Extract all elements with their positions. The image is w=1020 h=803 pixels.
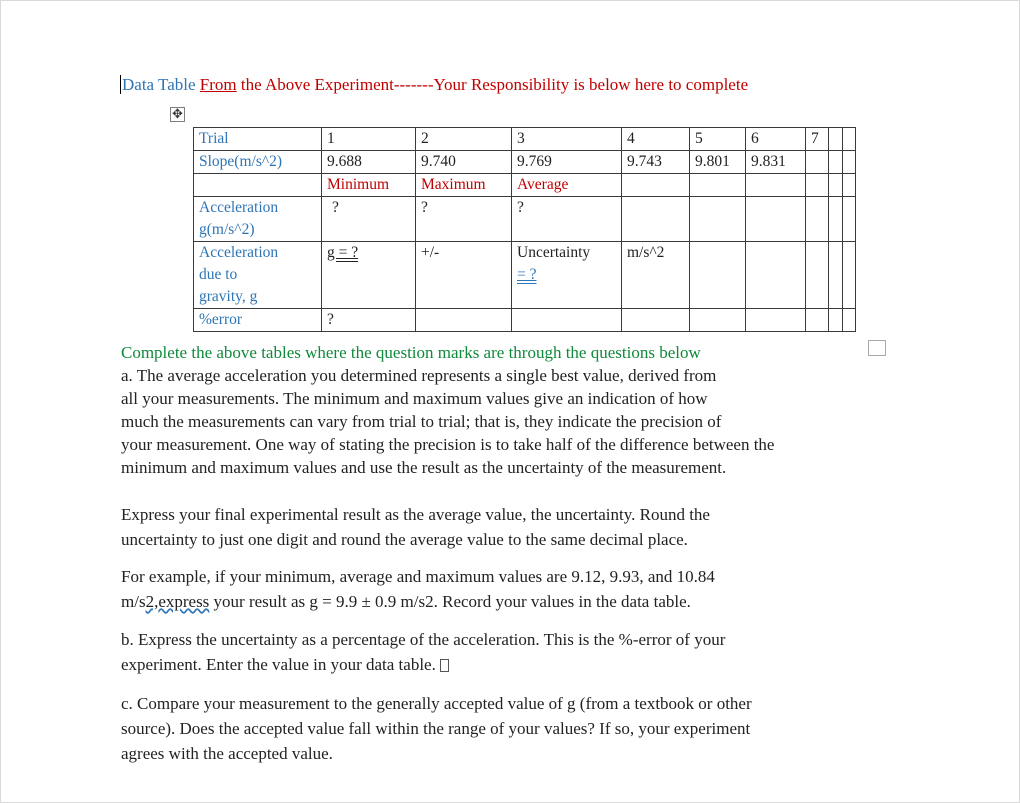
table-move-handle-icon[interactable]: ✥: [170, 107, 185, 122]
paragraph-express-line: uncertainty to just one digit and round the average value to the same decimal place.: [121, 530, 688, 549]
empty-cell[interactable]: [806, 309, 829, 332]
table-row-error: [194, 309, 856, 332]
empty-cell[interactable]: [829, 174, 843, 197]
empty-cell[interactable]: [512, 309, 622, 332]
empty-cell[interactable]: [690, 309, 746, 332]
gravity-label: [194, 242, 322, 309]
paragraph-a-line: a. The average acceleration you determined represents a single best value, derived from: [121, 366, 717, 385]
empty-cell[interactable]: [829, 128, 843, 151]
example-text-underlined: 2,express: [145, 592, 210, 611]
acceleration-label-line: Acceleration: [199, 199, 279, 216]
title-part-2: From: [199, 75, 237, 94]
empty-cell[interactable]: [806, 197, 829, 242]
acceleration-label: [194, 197, 322, 242]
empty-cell[interactable]: [690, 197, 746, 242]
trial-cell[interactable]: 2: [416, 128, 512, 151]
gravity-label-line: due to: [199, 266, 238, 283]
empty-cell[interactable]: [829, 242, 843, 309]
slope-cell[interactable]: 9.743: [622, 151, 690, 174]
empty-cell[interactable]: [829, 197, 843, 242]
paragraph-a-line: minimum and maximum values and use the result as the uncertainty of the measurement.: [121, 458, 727, 477]
slope-label: Slope(m/s^2): [194, 151, 322, 174]
paragraph-c-line: agrees with the accepted value.: [121, 744, 333, 763]
empty-cell[interactable]: [746, 197, 806, 242]
trial-cell[interactable]: 3: [512, 128, 622, 151]
acceleration-maximum-cell[interactable]: ?: [416, 197, 512, 242]
empty-cell[interactable]: [806, 151, 829, 174]
trial-label: Trial: [194, 128, 322, 151]
paragraph-a-line: your measurement. One way of stating the precision is to take half of the difference between the: [121, 435, 775, 454]
title-part-3: the Above Experiment-------Your Responsibility is below here to complete: [236, 75, 749, 94]
checkbox-icon[interactable]: [868, 340, 886, 356]
uncertainty-label: Uncertainty: [517, 244, 591, 261]
trial-cell[interactable]: 1: [322, 128, 416, 151]
empty-cell[interactable]: [829, 151, 843, 174]
empty-cell[interactable]: [746, 242, 806, 309]
paragraph-c-line: c. Compare your measurement to the generally accepted value of g (from a textbook or other: [121, 694, 752, 713]
slope-cell[interactable]: 9.831: [746, 151, 806, 174]
trial-cell[interactable]: 7: [806, 128, 829, 151]
trial-cell[interactable]: 6: [746, 128, 806, 151]
example-text: your result as g = 9.9 ± 0.9 m/s2. Record your values in the data table.: [209, 592, 691, 611]
paragraph-c-line: source). Does the accepted value fall within the range of your values? If so, your experiment: [121, 719, 751, 738]
trial-cell[interactable]: 5: [690, 128, 746, 151]
slope-cell[interactable]: 9.740: [416, 151, 512, 174]
plus-minus-cell[interactable]: +/-: [416, 242, 512, 309]
stat-header-minimum: Minimum: [322, 174, 416, 197]
empty-cell[interactable]: [843, 174, 856, 197]
gravity-label-line: gravity, g: [199, 288, 258, 305]
stat-header-maximum: Maximum: [416, 174, 512, 197]
trial-cell[interactable]: 4: [622, 128, 690, 151]
paragraph-express-line: Express your final experimental result as the average value, the uncertainty. Round the: [121, 505, 710, 524]
slope-cell[interactable]: 9.688: [322, 151, 416, 174]
placeholder-box-icon: [440, 659, 449, 672]
instructions-heading: Complete the above tables where the question marks are through the questions below: [121, 343, 701, 362]
empty-cell[interactable]: [416, 309, 512, 332]
slope-cell[interactable]: 9.769: [512, 151, 622, 174]
empty-cell[interactable]: [622, 197, 690, 242]
table-row-slope: [194, 151, 856, 174]
error-value-cell[interactable]: ?: [322, 309, 416, 332]
empty-cell[interactable]: [843, 242, 856, 309]
table-row-trial: [194, 128, 856, 151]
empty-cell[interactable]: [746, 309, 806, 332]
paragraph-b-text: experiment. Enter the value in your data table.: [121, 655, 436, 674]
paragraph-a-line: all your measurements. The minimum and maximum values give an indication of how: [121, 389, 708, 408]
paragraph-example-line: For example, if your minimum, average and maximum values are 9.12, 9.93, and 10.84: [121, 567, 715, 586]
g-result-value: g = ?: [327, 244, 359, 261]
empty-cell[interactable]: [806, 174, 829, 197]
acceleration-average-cell[interactable]: ?: [512, 197, 622, 242]
empty-cell[interactable]: [843, 309, 856, 332]
empty-cell[interactable]: [194, 174, 322, 197]
empty-cell[interactable]: [690, 174, 746, 197]
g-result-cell[interactable]: [322, 242, 416, 309]
table-row-acceleration: [194, 197, 856, 242]
slope-cell[interactable]: 9.801: [690, 151, 746, 174]
empty-cell[interactable]: [690, 242, 746, 309]
paragraph-a-line: much the measurements can vary from trial to trial; that is, they indicate the precision of: [121, 412, 722, 431]
table-row-stats-header: [194, 174, 856, 197]
uncertainty-cell[interactable]: [512, 242, 622, 309]
empty-cell[interactable]: [843, 197, 856, 242]
empty-cell[interactable]: [746, 174, 806, 197]
empty-cell[interactable]: [843, 151, 856, 174]
empty-cell[interactable]: [622, 174, 690, 197]
text-cursor: [120, 75, 121, 94]
paragraph-b-line: [121, 654, 449, 677]
empty-cell[interactable]: [843, 128, 856, 151]
document-title: [120, 75, 748, 95]
gravity-label-line: Acceleration: [199, 244, 279, 261]
uncertainty-value: = ?: [517, 266, 537, 283]
paragraph-b-line: b. Express the uncertainty as a percentage of the acceleration. This is the %-error of your: [121, 630, 726, 649]
empty-cell[interactable]: [829, 309, 843, 332]
paragraph-example-line: [121, 591, 691, 614]
stat-header-average: Average: [512, 174, 622, 197]
acceleration-minimum-cell[interactable]: ?: [322, 197, 416, 242]
data-table: [193, 127, 856, 332]
error-label: %error: [194, 309, 322, 332]
acceleration-label-line: g(m/s^2): [199, 221, 255, 238]
title-part-1: Data Table: [122, 75, 200, 94]
empty-cell[interactable]: [622, 309, 690, 332]
table-row-gravity: [194, 242, 856, 309]
example-text: m/s: [121, 592, 146, 611]
unit-cell[interactable]: m/s^2: [622, 242, 690, 309]
empty-cell[interactable]: [806, 242, 829, 309]
